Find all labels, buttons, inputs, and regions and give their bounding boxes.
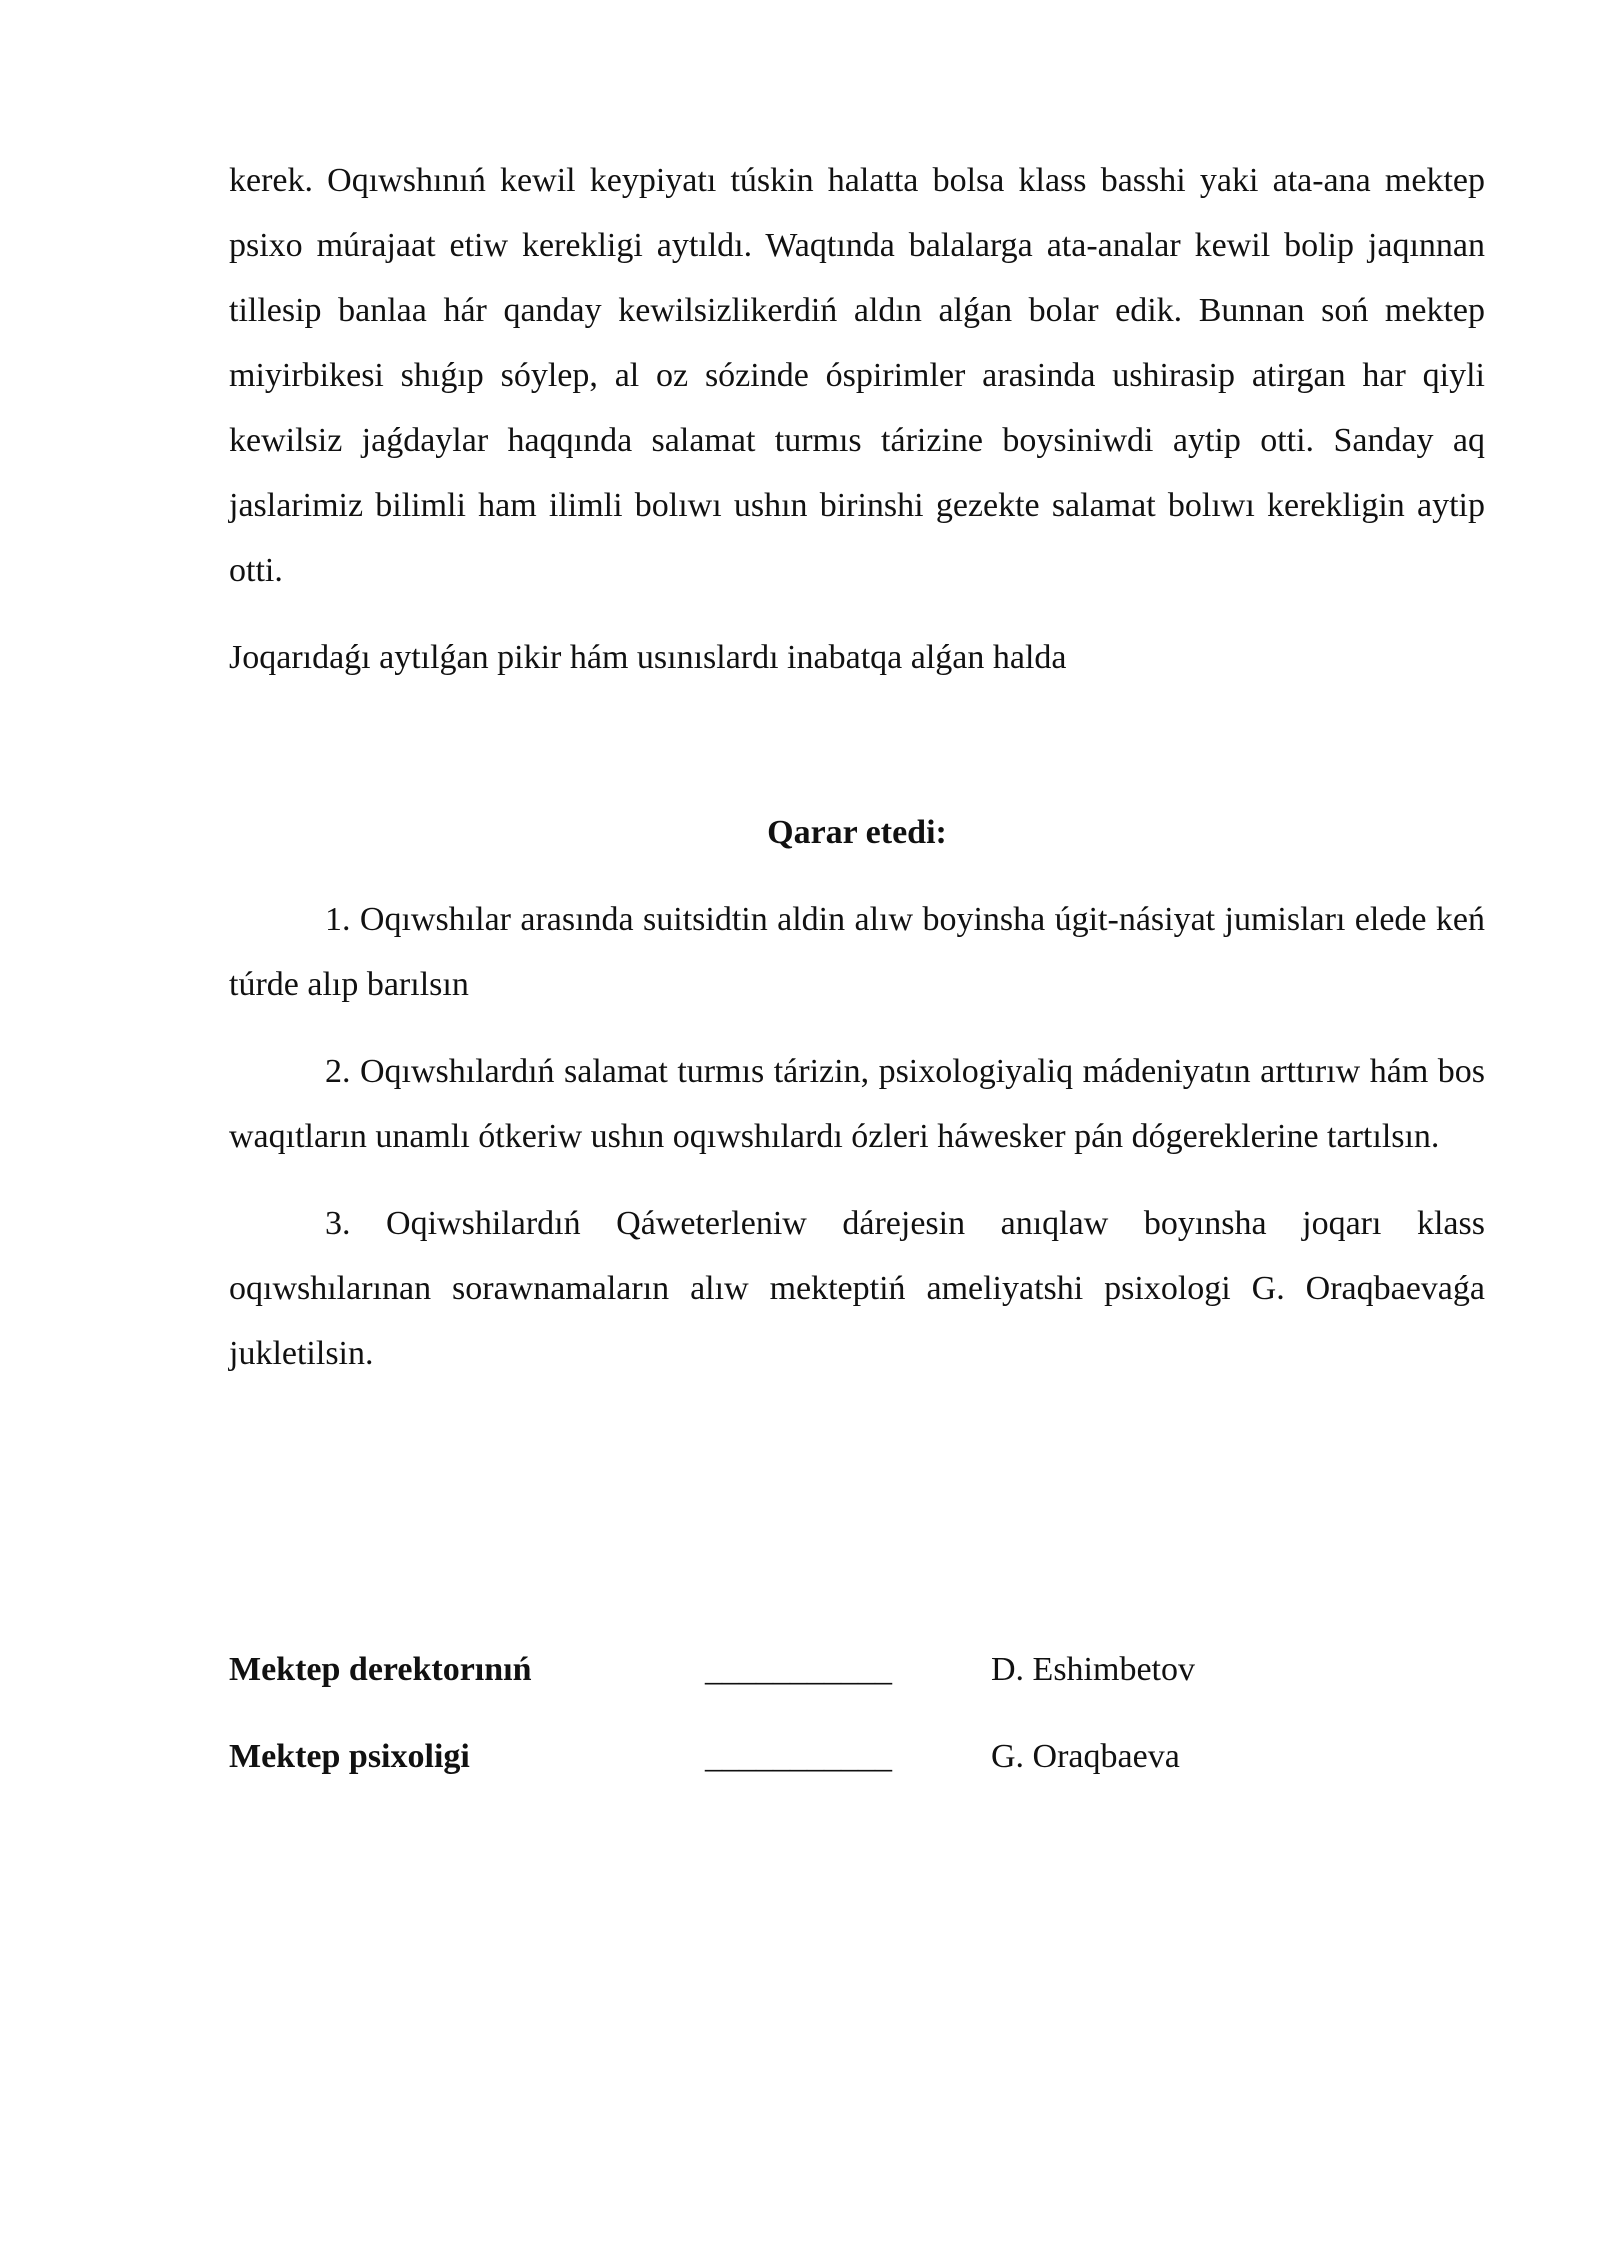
decision-heading: Qarar etedi:: [767, 814, 947, 851]
signature-role: Mektep psixoligi: [229, 1738, 470, 1775]
signatory-name: D. Eshimbetov: [991, 1651, 1195, 1688]
intro-paragraph: kerek. Oqıwshınıń kewil keypiyatı túskin halatta bolsa klass basshi yaki ata-ana mektep psixo múrajaat etiw kerekligi aytıldı. Waqtında balalarga ata-analar kewil bolip jaqınnan tillesip banlaa hár qanday kewilsizlikerdiń aldın alǵan bolar edik. Bunnan soń mektep miyirbikesi shıǵıp sóylep, al oz sózinde óspirimler arasinda ushirasip atirgan har qiyli kewilsiz jaǵdaylar haqqında salamat turmıs tárizine boysiniwdi aytip otti. Sanday aq jaslarimiz bilimli ham ilimli bolıwı ushın birinshi gezekte salamat bolıwı kerekligin aytip otti.: [229, 162, 1485, 589]
signature-line: ___________: [705, 1738, 892, 1775]
signature-role: Mektep derektorınıń: [229, 1651, 532, 1688]
signature-row-director: [229, 1637, 1485, 1702]
lead-in-sentence: Joqarıdaǵı aytılǵan pikir hám usınıslardı inabatqa alǵan halda: [229, 639, 1067, 676]
signature-block: [229, 1637, 1485, 1811]
decision-item-3: 3. Oqiwshilardıń Qáweterleniw dárejesin anıqlaw boyınsha joqarı klass oqıwshılarınan sorawnamaların alıw mekteptiń ameliyatshi psixologi G. Oraqbaevaǵa jukletilsin.: [229, 1205, 1485, 1372]
document-body: [229, 148, 1485, 1386]
decision-item-1: 1. Oqıwshılar arasında suitsidtin aldin alıw boyinsha úgit-násiyat jumisları elede keń túrde alıp barılsın: [229, 901, 1485, 1003]
decision-item-2: 2. Oqıwshılardıń salamat turmıs tárizin, psixologiyaliq mádeniyatın arttırıw hám bos waqıtların unamlı ótkeriw ushın oqıwshılardı ózleri háwesker pán dógereklerine tartılsın.: [229, 1053, 1485, 1155]
signature-row-psychologist: [229, 1724, 1485, 1789]
signature-line: ___________: [705, 1651, 892, 1688]
signatory-name: G. Oraqbaeva: [991, 1738, 1180, 1775]
